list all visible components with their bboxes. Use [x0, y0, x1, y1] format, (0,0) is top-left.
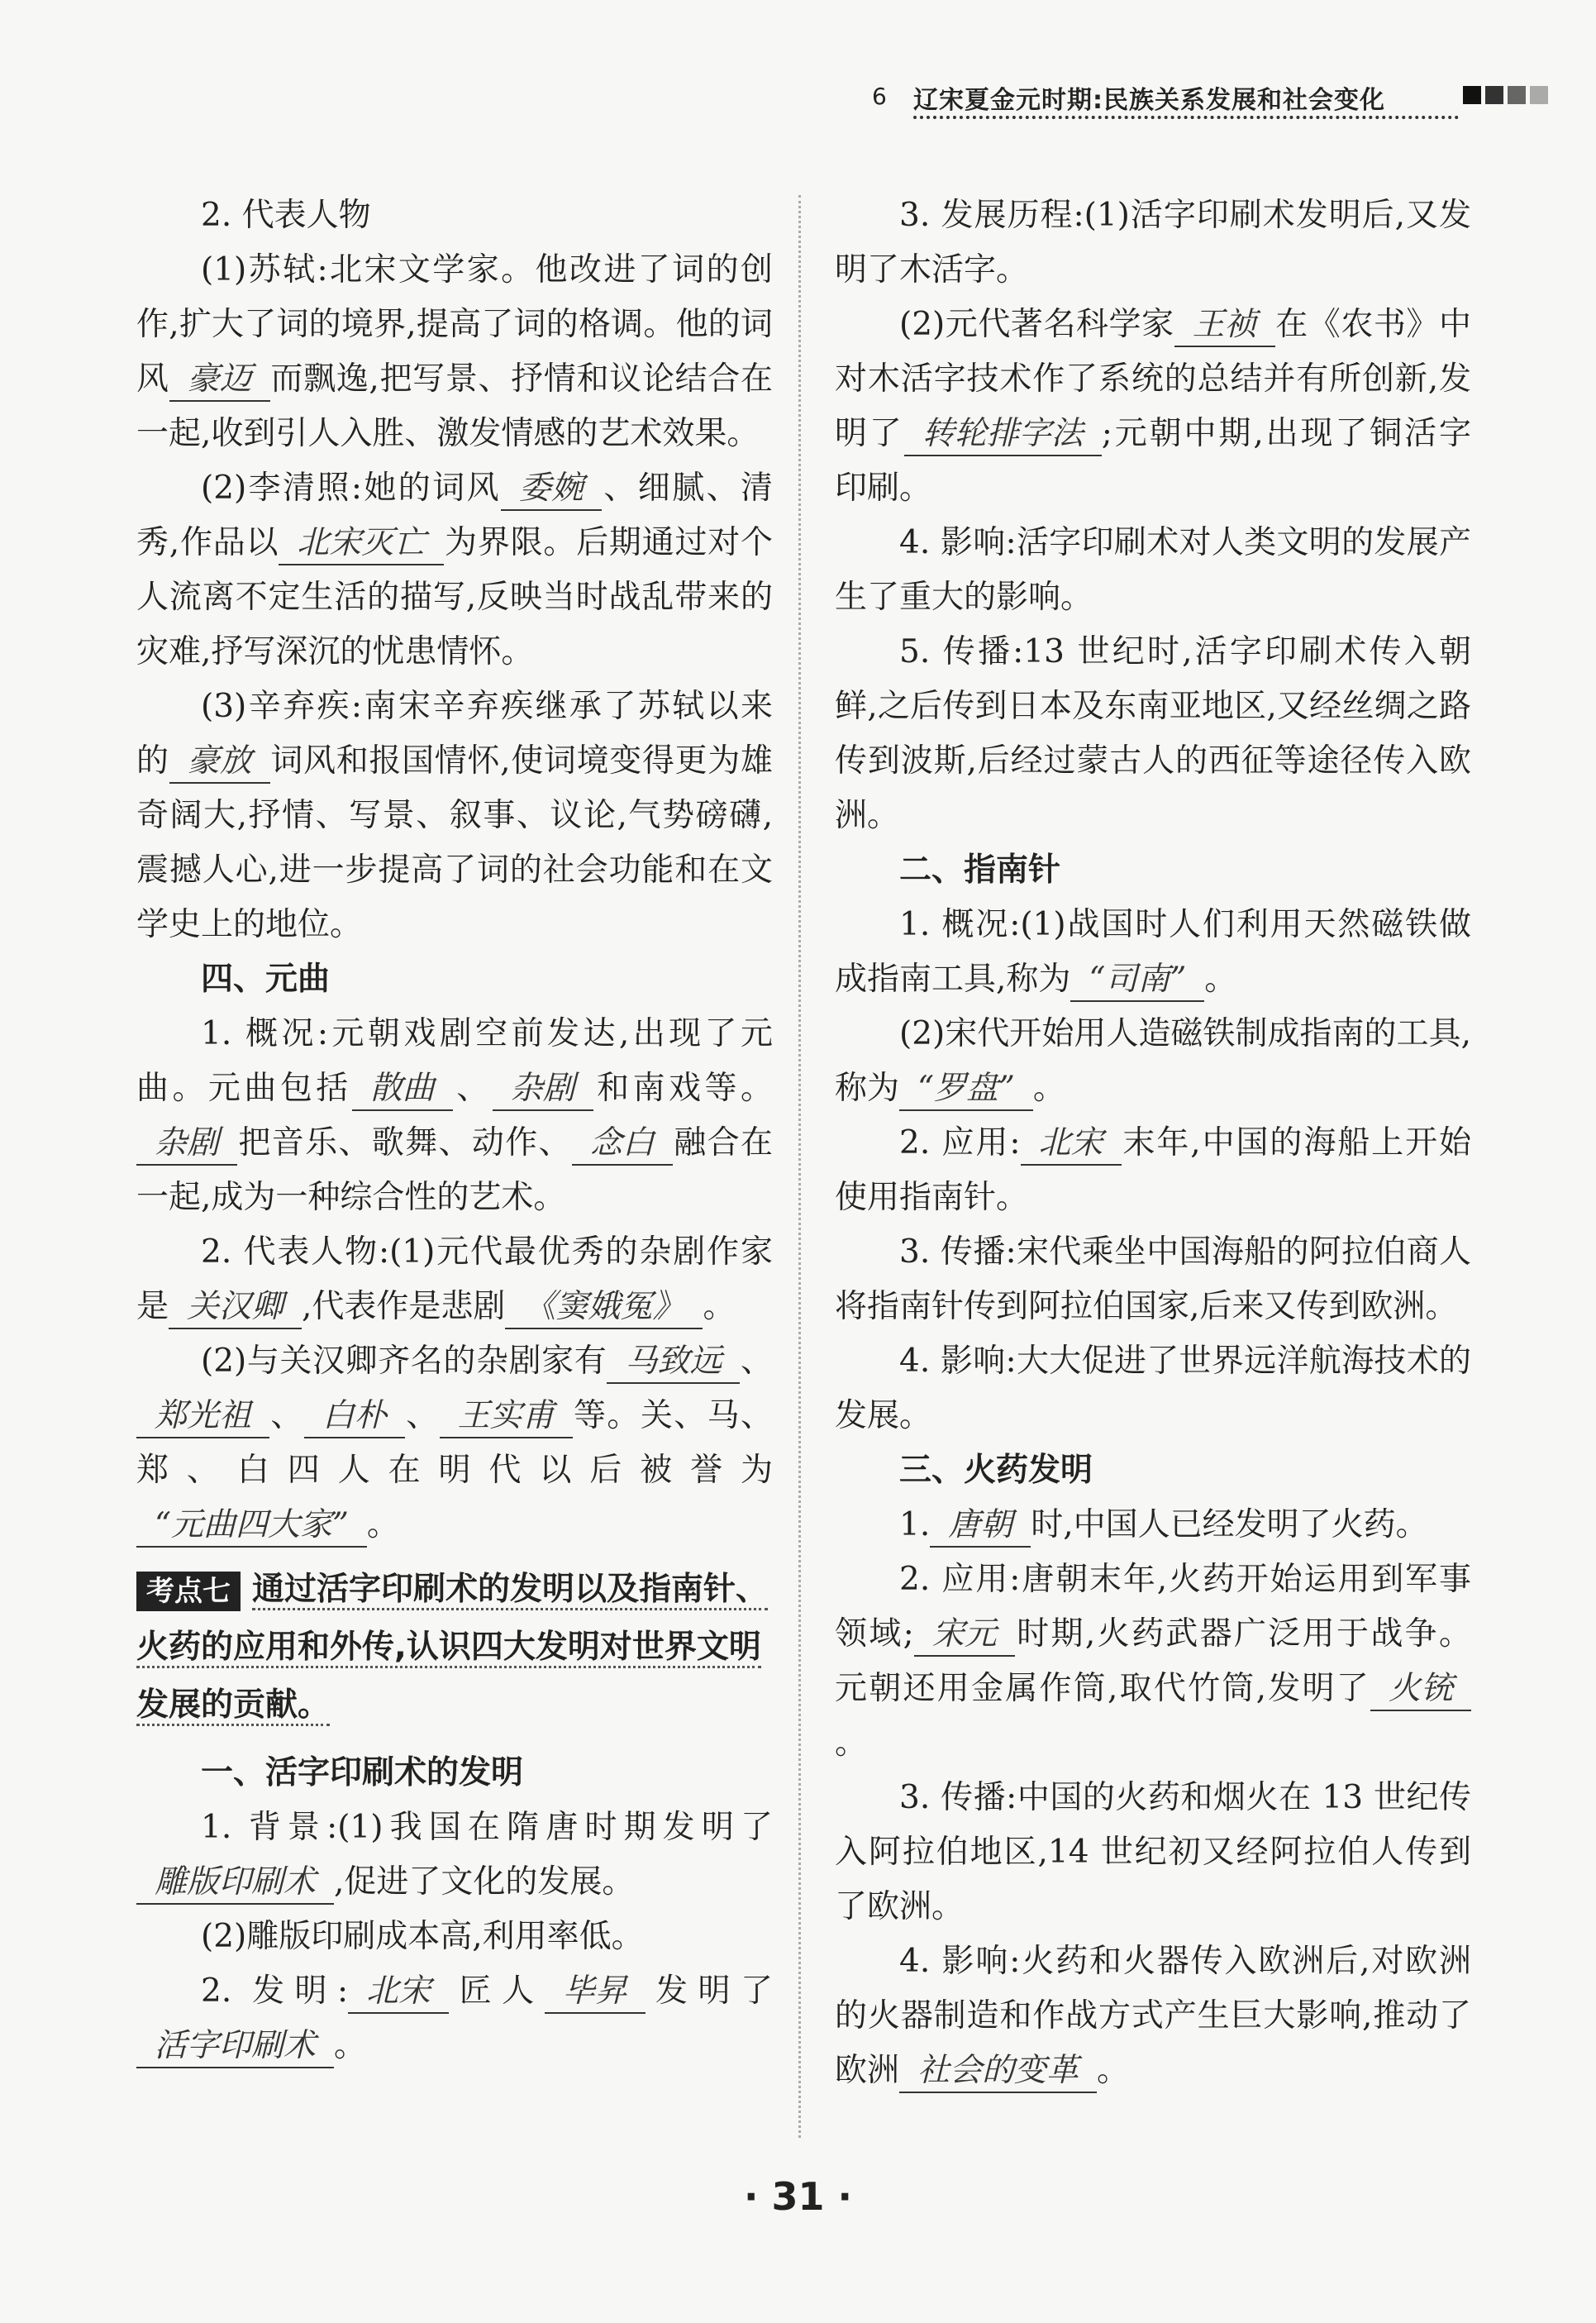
- section-heading: 四、元曲: [201, 961, 331, 998]
- answer-blank: 社会的变革: [899, 2050, 1097, 2093]
- paragraph: 5. 传播:13 世纪时,活字印刷术传入朝鲜,之后传到日本及东南亚地区,又经丝绸之路传到波斯,后经过蒙古人的西征等途径传入欧洲。: [835, 633, 1471, 834]
- header-square-icon: [1508, 86, 1526, 104]
- exam-point-tag: 考点七: [136, 1572, 241, 1611]
- answer-blank: 豪迈: [169, 359, 270, 402]
- answer-blank: 转轮排字法: [904, 413, 1102, 456]
- header-square-icon: [1530, 86, 1548, 104]
- answer-blank: 杂剧: [493, 1068, 593, 1111]
- section-heading: 一、活字印刷术的发明: [201, 1754, 524, 1791]
- paragraph: 2. 发明: 北宋 匠人 毕昇 发明了活字印刷术 。: [136, 1964, 773, 2073]
- answer-blank: 火铳: [1370, 1668, 1471, 1711]
- paragraph: (2)元代著名科学家 王祯 在《农书》中对木活字技术作了系统的总结并有所创新,发明了 转轮排字法 ;元朝中期,出现了铜活字印刷。: [835, 306, 1471, 507]
- answer-blank: “司南”: [1070, 959, 1204, 1002]
- answer-blank: 杂剧: [136, 1123, 237, 1166]
- answer-blank: 念白: [572, 1123, 673, 1166]
- answer-blank: 《窦娥冤》: [505, 1286, 703, 1329]
- paragraph: 3. 发展历程:(1)活字印刷术发明后,又发明了木活字。: [835, 197, 1471, 289]
- header-dotted-line: [913, 116, 1459, 119]
- header-square-icon: [1485, 86, 1503, 104]
- paragraph: 2. 代表人物:(1)元代最优秀的杂剧作家是 关汉卿 ,代表作是悲剧 《窦娥冤》 。: [136, 1225, 773, 1334]
- answer-blank: 白朴: [304, 1395, 405, 1438]
- answer-blank: 王祯: [1174, 304, 1275, 347]
- paragraph: (3)辛弃疾:南宋辛弃疾继承了苏轼以来的 豪放 词风和报国情怀,使词境变得更为雄奇阔大,抒情、写景、叙事、议论,气势磅礴,震撼人心,进一步提高了词的社会功能和在文学史上的地位。: [136, 688, 773, 943]
- paragraph: 2. 代表人物: [201, 197, 371, 234]
- page-number: · 31 ·: [744, 2174, 852, 2219]
- paragraph: 4. 影响:火药和火器传入欧洲后,对欧洲的火器制造和作战方式产生巨大影响,推动了欧洲 社会的变革 。: [835, 1934, 1471, 2098]
- right-column: [835, 188, 1471, 2098]
- paragraph: 4. 影响:活字印刷术对人类文明的发展产生了重大的影响。: [835, 524, 1471, 616]
- answer-blank: 王实甫: [440, 1395, 573, 1438]
- section-heading: 二、指南针: [899, 851, 1061, 889]
- answer-blank: 郑光祖: [136, 1395, 269, 1438]
- paragraph: 2. 应用: 北宋 末年,中国的海船上开始使用指南针。: [835, 1124, 1471, 1216]
- answer-blank: “罗盘”: [899, 1068, 1033, 1111]
- paragraph: 1. 概况:(1)战国时人们利用天然磁铁做成指南工具,称为 “司南” 。: [835, 898, 1471, 1007]
- paragraph: 4. 影响:大大促进了世界远洋航海技术的发展。: [835, 1343, 1471, 1434]
- answer-blank: 散曲: [352, 1068, 453, 1111]
- paragraph: (2)雕版印刷成本高,利用率低。: [201, 1918, 644, 1955]
- answer-blank: 马致远: [607, 1341, 740, 1384]
- answer-blank: 豪放: [169, 741, 270, 784]
- header-square-icon: [1463, 86, 1481, 104]
- answer-blank: 北宋灭亡: [279, 522, 444, 565]
- column-divider: [798, 195, 801, 2138]
- answer-blank: 关汉卿: [169, 1286, 302, 1329]
- answer-blank: 毕昇: [545, 1971, 646, 2014]
- paragraph: (2)与关汉卿齐名的杂剧家有 马致远 、郑光祖 、 白朴 、 王实甫 等。关、马、郑、白四人在明代以后被誉为“元曲四大家” 。: [136, 1334, 773, 1553]
- paragraph: 1. 唐朝 时,中国人已经发明了火药。: [835, 1498, 1471, 1553]
- chapter-number: 6: [872, 83, 887, 110]
- paragraph: (2)宋代开始用人造磁铁制成指南的工具,称为 “罗盘” 。: [835, 1007, 1471, 1116]
- paragraph: (1)苏轼:北宋文学家。他改进了词的创作,扩大了词的境界,提高了词的格调。他的词风 豪迈 而飘逸,把写景、抒情和议论结合在一起,收到引人入胜、激发情感的艺术效果。: [136, 251, 773, 452]
- paragraph: 1. 背景:(1)我国在隋唐时期发明了雕版印刷术 ,促进了文化的发展。: [136, 1801, 773, 1910]
- answer-blank: “元曲四大家”: [136, 1505, 367, 1548]
- chapter-title: 辽宋夏金元时期:民族关系发展和社会变化: [913, 86, 1385, 115]
- answer-blank: 北宋: [348, 1971, 449, 2014]
- answer-blank: 北宋: [1021, 1123, 1122, 1166]
- paragraph: 3. 传播:中国的火药和烟火在 13 世纪传入阿拉伯地区,14 世纪初又经阿拉伯人传到了欧洲。: [835, 1779, 1471, 1925]
- paragraph: (2)李清照:她的词风 委婉 、细腻、清秀,作品以 北宋灭亡 为界限。后期通过对个人流离不定生活的描写,反映当时战乱带来的灾难,抒写深沉的忧患情怀。: [136, 470, 773, 670]
- paragraph: 3. 传播:宋代乘坐中国海船的阿拉伯商人将指南针传到阿拉伯国家,后来又传到欧洲。: [835, 1233, 1471, 1325]
- paragraph: 1. 概况:元朝戏剧空前发达,出现了元曲。元曲包括 散曲 、 杂剧 和南戏等。杂剧 把音乐、歌舞、动作、 念白 融合在一起,成为一种综合性的艺术。: [136, 1015, 773, 1216]
- exam-point-box: [136, 1561, 773, 1734]
- answer-blank: 雕版印刷术: [136, 1862, 334, 1905]
- page-header: [872, 76, 1550, 126]
- answer-blank: 活字印刷术: [136, 2025, 334, 2068]
- section-heading: 三、火药发明: [899, 1452, 1093, 1489]
- answer-blank: 宋元: [914, 1614, 1015, 1657]
- paragraph: 2. 应用:唐朝末年,火药开始运用到军事领域; 宋元 时期,火药武器广泛用于战争。元朝还用金属作筒,取代竹筒,发明了 火铳。: [835, 1561, 1471, 1762]
- left-column: [136, 188, 773, 2073]
- answer-blank: 委婉: [501, 468, 602, 511]
- answer-blank: 唐朝: [930, 1505, 1031, 1548]
- exam-point-text: 通过活字印刷术的发明以及指南针、火药的应用和外传,认识四大发明对世界文明发展的贡献。: [136, 1571, 768, 1726]
